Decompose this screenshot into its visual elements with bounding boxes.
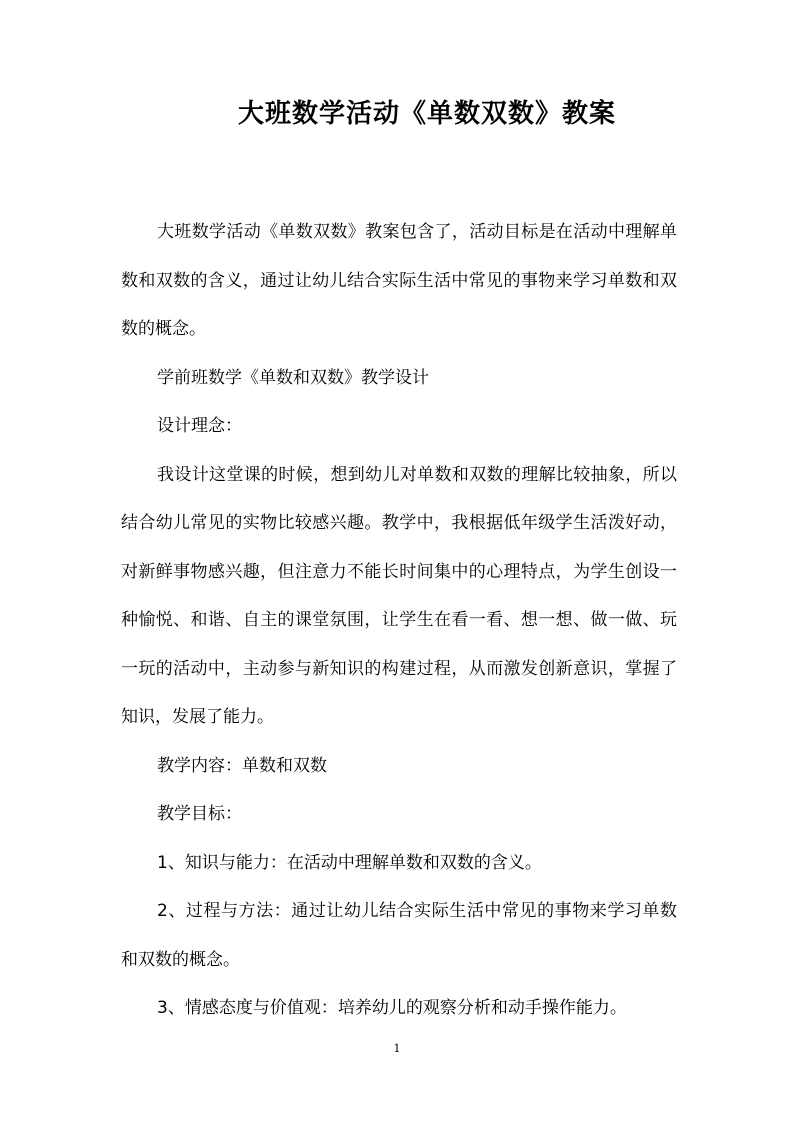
document-title: 大班数学活动《单数双数》教案 [237, 99, 616, 129]
paragraph-teaching-content: 教学内容：单数和双数 [157, 755, 327, 776]
paragraph-design-concept: 我设计这堂课的时候，想到幼儿对单数和双数的理解比较抽象，所以结合幼儿常见的实物比较感兴趣。教学中，我根据低年级学生活泼好动，对新鲜事物感兴趣，但注意力不能长时间集中的心理特点，为学生创设一种愉悦、和谐、自主的课堂氛围，让学生在看一看、想一想、做一做、玩一玩的活动中，主动参与新知识的构建过程，从而激发创新意识，掌握了知识，发展了能力。 [121, 464, 677, 727]
paragraph-goal-knowledge: 1、知识与能力：在活动中理解单数和双数的含义。 [157, 852, 542, 873]
paragraph-design-concept-label: 设计理念： [157, 416, 242, 436]
paragraph-goal-attitude: 3、情感态度与价值观：培养幼儿的观察分析和动手操作能力。 [157, 998, 627, 1018]
document-body [121, 208, 677, 1033]
paragraph-design-heading: 学前班数学《单数和双数》教学设计 [157, 367, 429, 388]
paragraph-teaching-goals-label: 教学目标： [157, 804, 242, 824]
paragraph-intro: 大班数学活动《单数双数》教案包含了，活动目标是在活动中理解单数和双数的含义，通过让幼儿结合实际生活中常见的事物来学习单数和双数的概念。 [121, 222, 677, 339]
page-number: 1 [393, 1042, 401, 1055]
paragraph-goal-process: 2、过程与方法：通过让幼儿结合实际生活中常见的事物来学习单数和双数的概念。 [121, 901, 677, 970]
